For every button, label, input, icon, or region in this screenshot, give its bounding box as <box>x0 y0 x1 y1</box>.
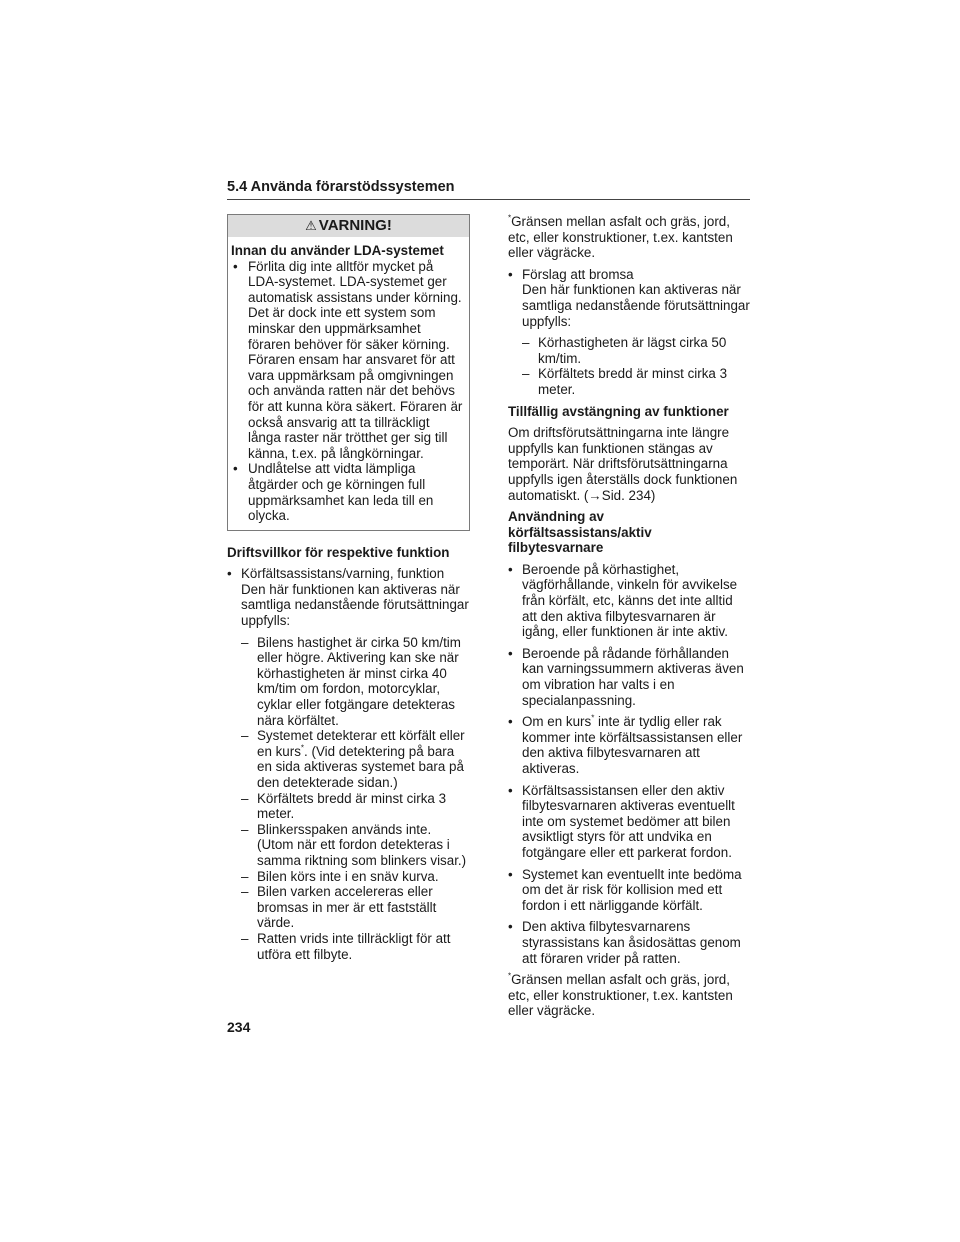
bullet-item: • Om en kurs* inte är tydlig eller rak kommer inte körfältsassistansen eller den aktiva filbytesvarnaren att aktiveras. <box>508 713 743 776</box>
bullet-icon: • <box>508 866 513 882</box>
warning-box <box>227 214 470 531</box>
bullet-item: • Systemet kan eventuellt inte bedöma om det är risk för kollision med ett fordon i ett närliggande körfält. <box>508 866 742 913</box>
bullet-item: • Förslag att bromsa <box>508 266 634 282</box>
bullet-item: • Körfältsassistans/varning, funktion <box>227 566 445 582</box>
function-intro: Den här funktionen kan aktiveras när samtliga nedanstående förutsättningar uppfylls: <box>241 581 469 629</box>
bullet-icon: • <box>508 266 513 282</box>
footnote-marker: * <box>591 713 595 723</box>
dash-item: – Bilens hastighet är cirka 50 km/tim eller högre. Aktivering kan ske när körhastigheten är minst cirka 40 km/tim om fordon, motorcyklar, cyklar eller fotgängare detekteras nära körfältet. <box>241 634 461 728</box>
warning-bullet: • Undlåtelse att vidta lämpliga åtgärder och ge körningen full uppmärksamhet kan leda till en olycka. <box>233 461 434 524</box>
section-heading: Användning av körfältsassistans/aktiv filbytesvarnare <box>508 509 652 556</box>
bullet-icon: • <box>233 258 238 274</box>
right-column <box>508 214 750 1025</box>
warning-body <box>228 237 469 530</box>
bullet-icon: • <box>508 919 513 935</box>
bullet-item: • Beroende på körhastighet, vägförhållande, vinkeln för avvikelse från körfält, etc, känns det inte alltid att den aktiva filbytesvarnaren är igång, eller funktionen är inte aktiv. <box>508 561 738 640</box>
bullet-icon: • <box>508 561 513 577</box>
footnote: *Gränsen mellan asfalt och gräs, jord, etc, eller konstruktioner, t.ex. kantsten eller vägräcke. <box>508 213 733 261</box>
warning-title: VARNING! <box>318 217 392 234</box>
dash-item: – Blinkersspaken används inte. (Utom när ett fordon detekteras i samma riktning som blinkers visar.) <box>241 821 467 868</box>
dash-item: – Körfältets bredd är minst cirka 3 meter. <box>522 366 728 397</box>
conditions-list <box>227 635 470 962</box>
bullet-item: • Den aktiva filbytesvarnarens styrassistans kan åsidosättas genom att föraren vrider på ratten. <box>508 919 741 966</box>
warning-title-bar <box>228 215 469 237</box>
warning-triangle-icon: ⚠ <box>305 218 317 233</box>
warning-heading: Innan du använder LDA-systemet <box>231 243 444 258</box>
footnote-marker: * <box>508 971 512 981</box>
warning-bullet: • Förlita dig inte alltför mycket på LDA-systemet. LDA-systemet ger automatisk assistans under körning. Det är dock inte ett system som minskar den uppmärksamhet föraren behöver för säker körning. Föraren ensam har ansvaret för att vara uppmärksam på omgivningen och använda ratten när det behövs för att kunna köra säkert. Föraren är också ansvarig att ta tillräckligt långa raster när trötthet ger sig till känna, t.ex. på långkörningar. <box>233 258 463 461</box>
bullet-icon: • <box>508 714 513 730</box>
footnote-marker: * <box>300 743 305 753</box>
conditions-list <box>508 335 750 397</box>
dash-item: – Körhastigheten är lägst cirka 50 km/tim. <box>522 335 727 366</box>
dash-item: – Ratten vrids inte tillräckligt för att utföra ett filbyte. <box>241 930 451 962</box>
left-column <box>227 214 470 968</box>
bullet-icon: • <box>233 461 238 477</box>
bullet-icon: • <box>227 566 232 582</box>
dash-item: – Bilen varken accelereras eller bromsas in mer är ett fastställt värde. <box>241 884 437 931</box>
bullet-icon: • <box>508 645 513 661</box>
bullet-item: • Beroende på rådande förhållanden kan varningssummern aktiveras även om vibration har valts i en specialanpassning. <box>508 645 744 708</box>
section-heading: Tillfällig avstängning av funktioner <box>508 403 729 419</box>
dash-item: – Bilen körs inte i en snäv kurva. <box>241 868 439 884</box>
dash-item: – Systemet detekterar ett körfält eller en kurs*. (Vid detektering på bara en sida aktiveras systemet bara på den detekterade sidan.) <box>241 728 465 790</box>
footnote: *Gränsen mellan asfalt och gräs, jord, etc, eller konstruktioner, t.ex. kantsten eller vägräcke. <box>508 971 733 1019</box>
bullet-item: • Körfältsassistansen eller den aktiv filbytesvarnaren aktiveras eventuellt inte om systemet bedömer att bilen avsiktligt styrs för att undvika en fotgängare eller ett parkerat fordon. <box>508 782 735 860</box>
paragraph: Om driftsförutsättningarna inte längre uppfylls kan funktionen stängas av temporärt. När driftsförutsättningarna uppfylls igen återställs dock funktionen automatiskt. (→Sid. 234) <box>508 425 738 503</box>
dash-item: – Körfältets bredd är minst cirka 3 meter. <box>241 790 447 822</box>
conditions-heading: Driftsvillkor för respektive funktion <box>227 544 450 560</box>
function-intro: Den här funktionen kan aktiveras när samtliga nedanstående förutsättningar uppfylls: <box>522 282 750 329</box>
bullet-icon: • <box>508 782 513 798</box>
page-number: 234 <box>227 1019 251 1035</box>
section-header: 5.4 Använda förarstödssystemen <box>227 178 750 200</box>
footnote-marker: * <box>508 213 512 223</box>
